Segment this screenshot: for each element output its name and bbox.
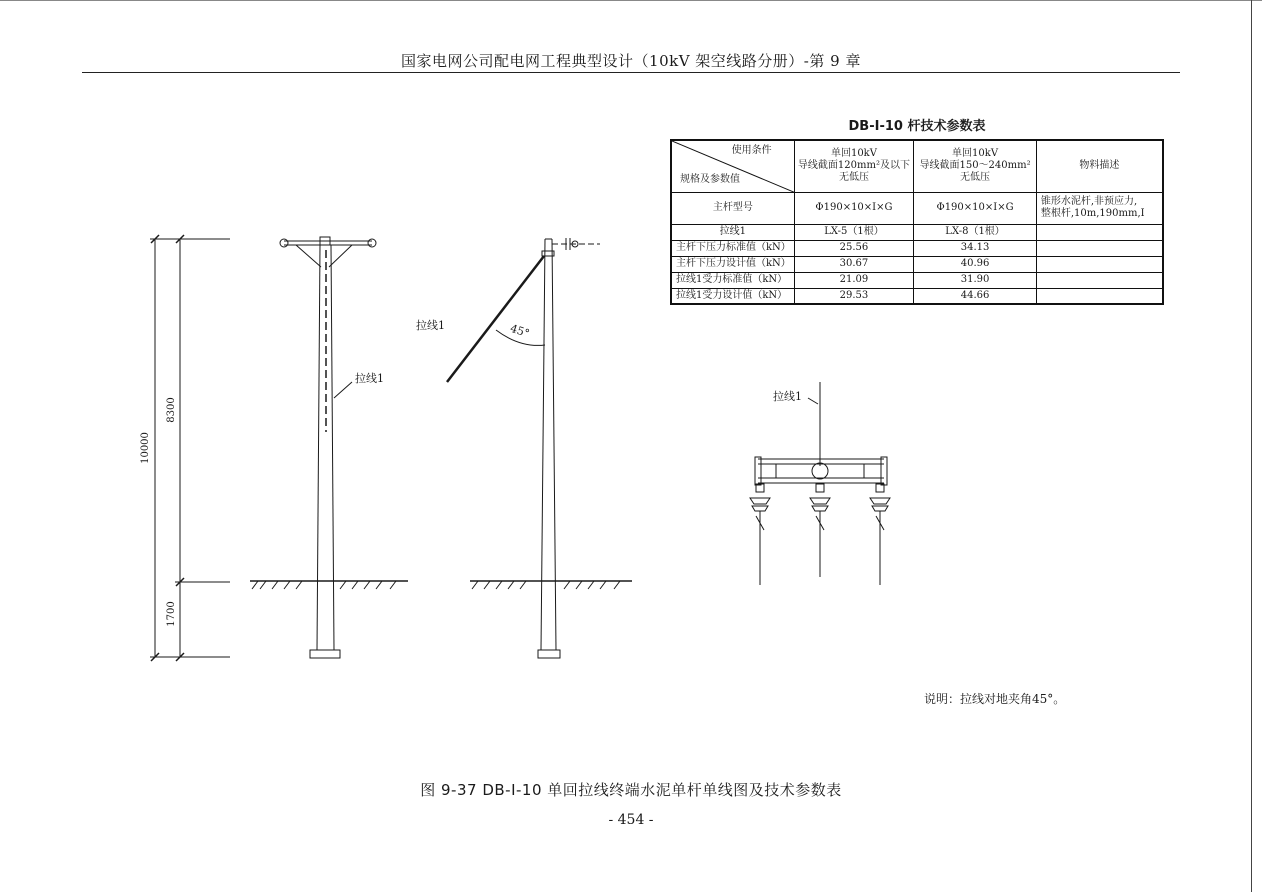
ground-line-side	[470, 581, 632, 589]
guy-label-side: 拉线1	[416, 319, 445, 332]
corner-bottom-label: 规格及参数值	[680, 173, 740, 185]
header-title: 国家电网公司配电网工程典型设计（10kV 架空线路分册）-第 9 章	[401, 52, 861, 70]
header-col2: 单回10kV 导线截面150～240mm² 无低压	[914, 140, 1037, 192]
table-row: 主杆下压力设计值（kN） 30.67 40.96	[671, 256, 1163, 272]
side-view-pole	[447, 238, 600, 658]
table-title: DB-I-10 杆技术参数表	[848, 119, 986, 134]
drawing-note: 说明：拉线对地夹角45°。	[924, 692, 1066, 706]
table-row: 拉线1受力标准值（kN） 21.09 31.90	[671, 272, 1163, 288]
crossarm-detail-view	[750, 382, 890, 585]
dimension-lines	[150, 235, 230, 661]
table-row: 主杆型号 Φ190×10×I×G Φ190×10×I×G 锥形水泥杆,非预应力, 整根杆,10m,190mm,I	[671, 192, 1163, 224]
dim-above-ground: 8300	[166, 397, 177, 423]
table-row: 主杆下压力标准值（kN） 25.56 34.13	[671, 240, 1163, 256]
front-view-pole	[280, 237, 376, 658]
corner-top-label: 使用条件	[731, 145, 772, 156]
leader-front	[334, 382, 352, 398]
header-col1: 单回10kV 导线截面120mm²及以下 无低压	[794, 140, 914, 192]
ground-line-front	[250, 581, 408, 589]
header-col3: 物料描述	[1036, 140, 1163, 192]
guy-label-front: 拉线1	[355, 372, 384, 385]
table-row: 拉线1 LX-5（1根） LX-8（1根）	[671, 224, 1163, 240]
dim-below-ground: 1700	[166, 601, 177, 627]
figure-caption: 图 9-37 DB-I-10 单回拉线终端水泥单杆单线图及技术参数表	[420, 781, 842, 799]
dim-total: 10000	[140, 432, 151, 464]
table-row: 拉线1受力设计值（kN） 29.53 44.66	[671, 288, 1163, 304]
page-number: - 454 -	[608, 812, 654, 828]
angle-label: 45°	[508, 321, 532, 341]
guy-label-plan: 拉线1	[773, 390, 802, 403]
